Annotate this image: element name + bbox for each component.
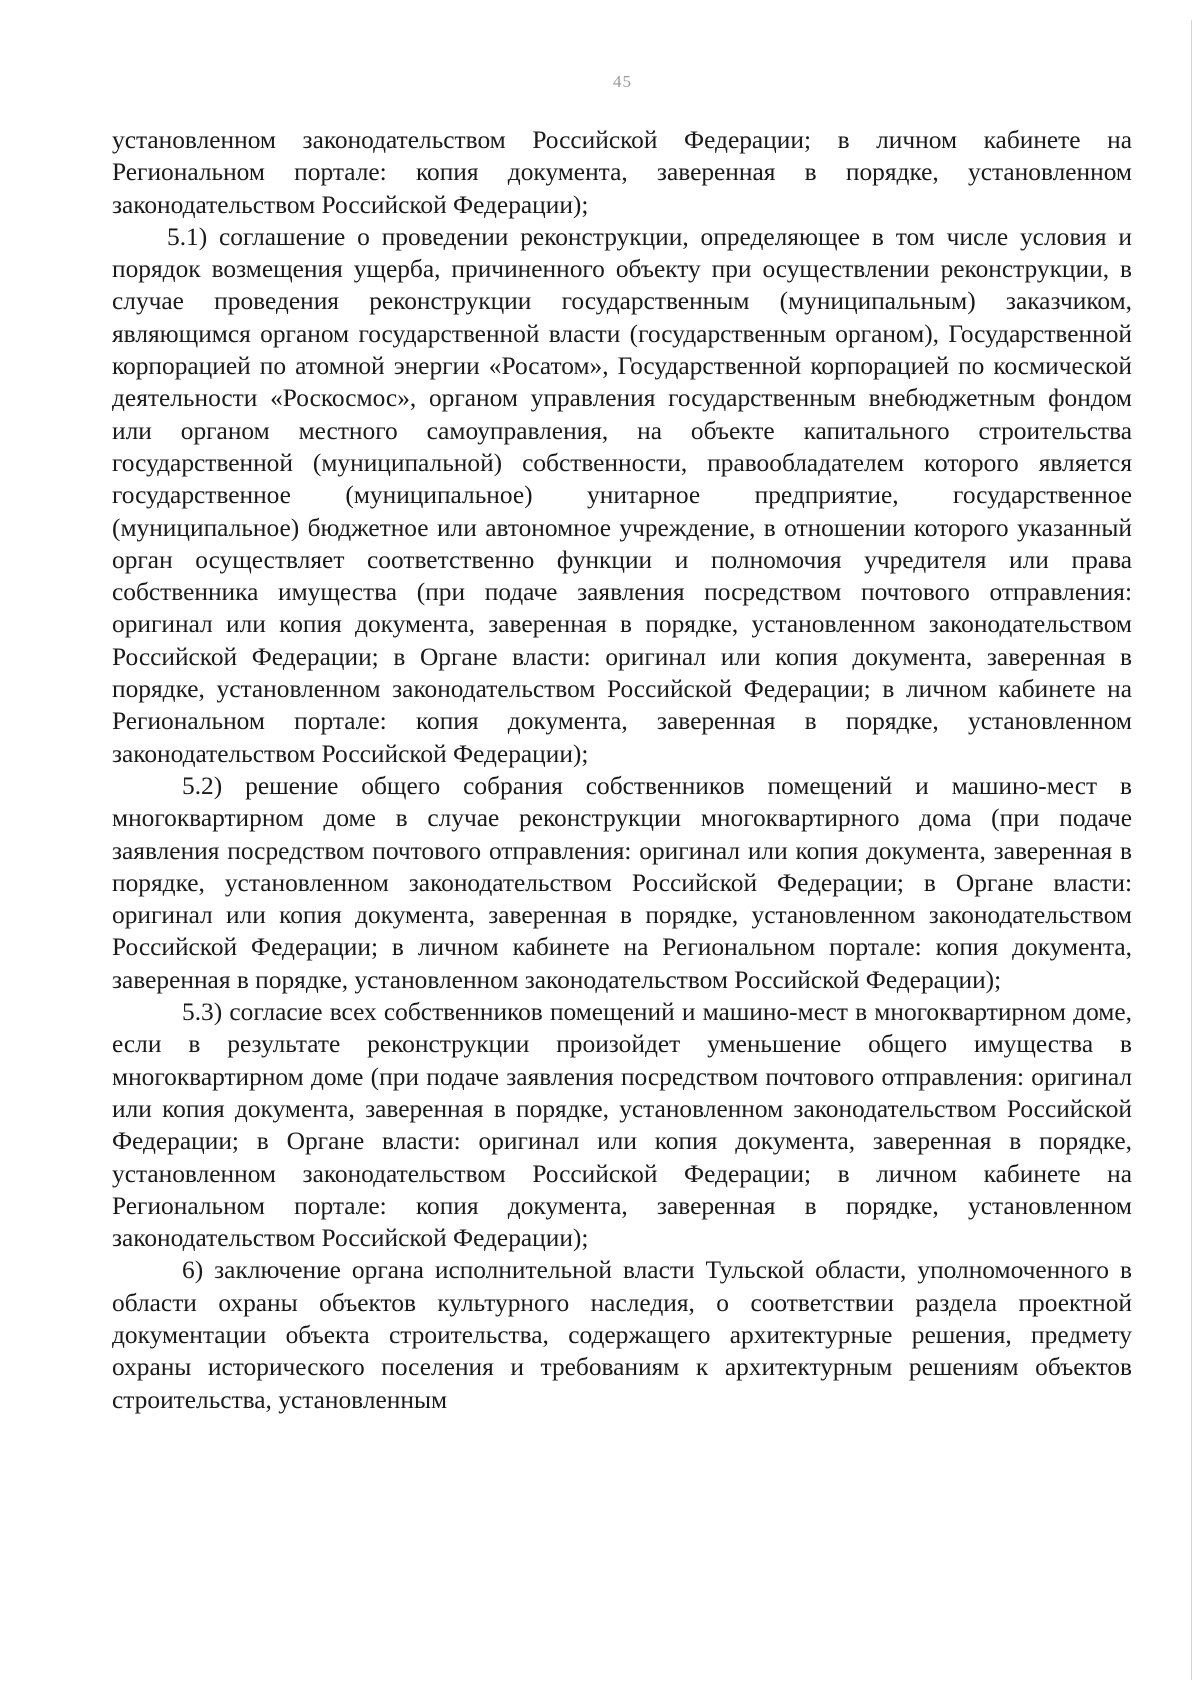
paragraph-6: 6) заключение органа исполнительной власти Тульской области, уполномоченного в области охраны объектов культурного наследия, о соответствии раздела проектной документации объекта строительства, содержащего архитектурные решения, предмету охраны исторического поселения и требованиям к архитектурным решениям объектов строительства, установленным (112, 1256, 1132, 1414)
paragraph-5-2: 5.2) решение общего собрания собственников помещений и машино-мест в многоквартирном доме в случае реконструкции многоквартирного дома (при подаче заявления посредством почтового отправления: оригинал или копия документа, заверенная в порядке, установленном законодательством Российской Федерации; в Органе власти: оригинал или копия документа, заверенная в порядке, установленном законодательством Российской Федерации; в личном кабинете на Региональном портале: копия документа, заверенная в порядке, установленном законодательством Российской Федерации); (112, 771, 1132, 994)
paragraph-continuation: установленном законодательством Российской Федерации; в личном кабинете на Региональном портале: копия документа, заверенная в порядке, установленном законодательством Российской Федерации); (112, 126, 1132, 219)
paragraph-5-3: 5.3) согласие всех собственников помещений и машино-мест в многоквартирном доме, если в результате реконструкции произойдет уменьшение общего имущества в многоквартирном доме (при подаче заявления посредством почтового отправления: оригинал или копия документа, заверенная в порядке, установленном законодательством Российской Федерации; в Органе власти: оригинал или копия документа, заверенная в порядке, установленном законодательством Российской Федерации; в личном кабинете на Региональном портале: копия документа, заверенная в порядке, установленном законодательством Российской Федерации); (112, 998, 1132, 1253)
document-body (112, 124, 1132, 1416)
page-edge-line (1191, 20, 1192, 1680)
paragraph-5-1: 5.1) соглашение о проведении реконструкции, определяющее в том числе условия и порядок возмещения ущерба, причиненного объекту при осуществлении реконструкции, в случае проведения реконструкции государственным (муниципальным) заказчиком, являющимся органом государственной власти (государственным органом), Государственной корпорацией по атомной энергии «Росатом», Государственной корпорацией по космической деятельности «Роскосмос», органом управления государственным внебюджетным фондом или органом местного самоуправления, на объекте капитального строительства государственной (муниципальной) собственности, правообладателем которого является государственное (муниципальное) унитарное предприятие, государственное (муниципальное) бюджетное или автономное учреждение, в отношении которого указанный орган осуществляет соответственно функции и полномочия учредителя или права собственника имущества (при подаче заявления посредством почтового отправления: оригинал или копия документа, заверенная в порядке, установленном законодательством Российской Федерации; в Органе власти: оригинал или копия документа, заверенная в порядке, установленном законодательством Российской Федерации; в личном кабинете на Региональном портале: копия документа, заверенная в порядке, установленном законодательством Российской Федерации); (112, 222, 1132, 768)
page-number: 45 (613, 72, 632, 91)
